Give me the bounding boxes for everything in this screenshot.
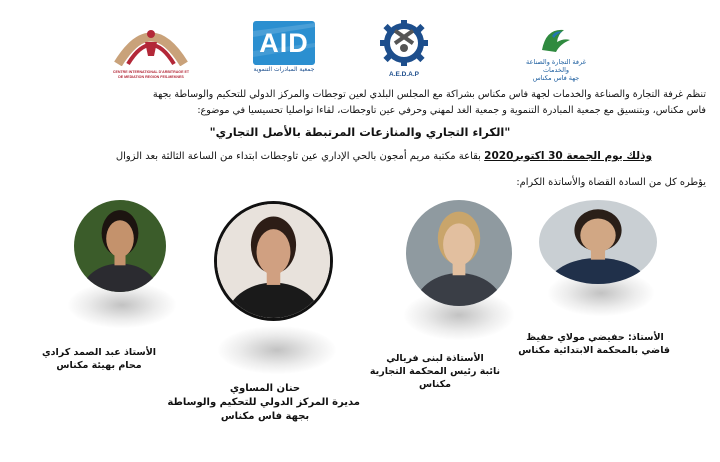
portrait-face [257,229,291,275]
aid-logo [253,21,315,76]
speaker-caption-hfidi [520,331,670,357]
portrait-face [106,220,134,257]
speaker-caption-friyali [360,352,510,391]
speaker-caption-masswi [167,382,360,424]
photo-shadow [218,326,336,374]
speakers-intro: يؤطره كل من السادة القضاة والأساتذة الكرام: [516,177,706,188]
event-topic: "الكراء التجاري والمنازعات المرتبطة بالأصل التجاري" [209,125,511,139]
arbitration-center-text: CENTRE INTERNATIONAL D'ARBITRAGE ET DE MEDIATION REGION FES-MEKNES [112,70,190,79]
aid-logo-title: AID [259,28,309,58]
aid-logo-box [253,21,315,65]
speaker-title-kradi: محام بهيئة مكناس [56,360,142,371]
speaker-region-masswi: بجهة فاس مكناس [220,411,310,422]
chamber-name-line1: غرفة التجارة والصناعة والخدمات [525,58,587,74]
speaker-photo-kradi [74,200,166,292]
speaker-portrait-masswi-icon [217,204,330,318]
speaker-title-masswi: مديرة المركز الدولي للتحكيم والوساطة [167,397,360,408]
speaker-photo-masswi [214,201,333,321]
speaker-name-friyali: الأستاذة لبنى فريالي [386,353,484,364]
speaker-city-friyali: مكناس [419,379,451,390]
arbitration-center-logo [112,20,190,82]
speaker-title-friyali: نائبة رئيس المحكمة التجارية [369,366,501,377]
speaker-name-hfidi: الأستاذ: حفيضي مولاي حفيظ [526,332,664,343]
aedap-logo [374,17,434,79]
chamber-emblem-icon [512,24,600,54]
speaker-title-hfidi: قاضي بالمحكمة الابتدائية مكناس [518,345,670,356]
speaker-name-kradi: الأستاذ عبد الصمد كرادي [41,347,157,358]
portrait-face [580,218,615,252]
chamber-commerce-logo [512,24,600,80]
speaker-portrait-friyali-icon [406,200,512,306]
speaker-name-masswi: حنان المساوي [229,383,301,394]
event-date-bold: وذلك يوم الجمعة 30 اكتوبر2020 [484,150,652,162]
chamber-name-line2: جهة فاس مكناس [532,74,580,82]
event-date-rest: بقاعة مكتبة مريم أمجون بالحي الإداري عين تاوجطات ابتداء من الساعة الثالثة بعد الزوال [115,151,485,162]
intro-line-1: تنظم غرفة التجارة والصناعة والخدمات لجهة فاس مكناس بشراكة مع المجلس البلدي لعين توجطات والمركز الدولي للتحكيم والوساطة بجهة [152,89,706,100]
arch-emblem-icon [112,20,190,66]
aid-logo-subtitle: جمعية المبادرات التنموية [253,66,315,73]
portrait-face [443,223,475,265]
speaker-caption-kradi [24,346,174,372]
intro-line-2: فاس مكناس، وبتنسيق مع جمعية المبادرة التنموية و جمعية الغد لمهني وحرفي عين تاوجطات، لقاءا تواصليا تحسيسيا في موضوع: [197,105,706,116]
speaker-portrait-hfidi-icon [539,200,657,284]
gear-tools-icon [374,17,434,67]
speaker-photo-hfidi [539,200,657,284]
aedap-logo-caption: A.E.D.A.P [389,71,419,78]
speaker-photo-friyali [406,200,512,306]
event-date-line [116,150,652,162]
speaker-portrait-kradi-icon [74,200,166,292]
